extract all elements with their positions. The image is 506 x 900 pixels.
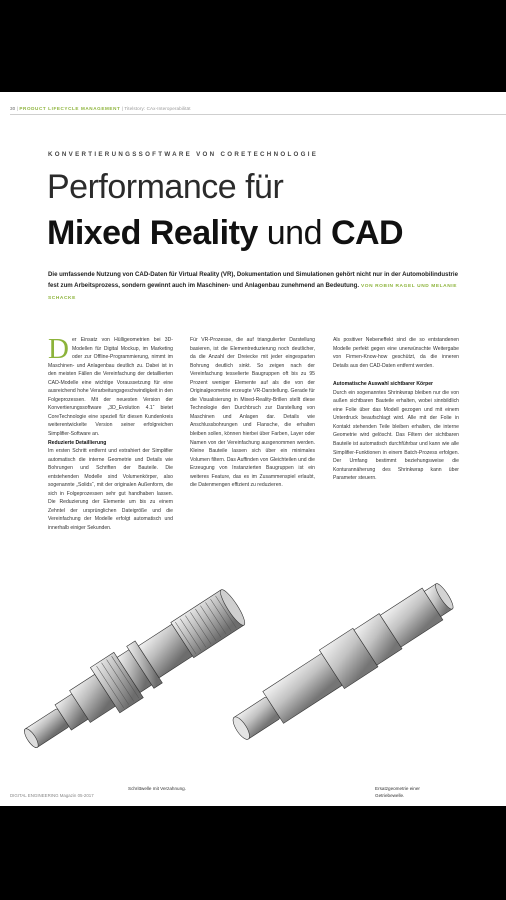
text-column-3	[333, 336, 459, 483]
body-paragraph: Durch ein sogenanntes Shrinkwrap bleiben nur die von außen sichtbaren Bauteile erhalten, wobei sinnbildlich eine Folie über das Modell gezogen und mit einem Unterdruck beaufschlagt wird. Alle mit der Folie in Kontakt stehenden Teile bleiben erhalten, die interne Geometrie wird gelöscht. Das Filtern der sichtbaren Bauteile ist automatisch durchführbar und kann wie alle Simplifier-Funktionen in einem Batch-Prozess erfolgen. Der Umfang bestimmt beziehungsweise die Konturannäherung des Shrinkwrap kann über Parameter steuern.	[333, 389, 459, 482]
top-black-bar	[0, 0, 506, 92]
text-column-2	[190, 336, 315, 490]
subheading: Automatische Auswahl sichtbarer Körper	[333, 381, 434, 388]
headline-bold-part: Mixed Reality	[47, 214, 258, 252]
headline-line-1: Performance für	[47, 168, 284, 206]
page-footer: DIGITAL ENGINEERING Magazin 05-2017	[10, 793, 94, 798]
headline-line-2	[47, 216, 403, 250]
simplified-shaft-illustration	[220, 562, 470, 762]
author-byline: VON ROBIN RAGEL UND MELANIE SCHACKE	[48, 284, 458, 302]
subheading: Reduzierte Detaillierung	[48, 439, 107, 446]
body-paragraph: Für VR-Prozesse, die auf triangulierter Darstellung basieren, ist die Elementreduzierung noch deutlicher, da die Anzahl der Dreiecke mit jeder eingesparten Bohrung deutlich sinkt. So zeigen nach der Vereinfachung tesselierte Baugruppen oft bis zu 95 Prozent weniger Elemente auf als die von der Originalgeometrie erzeugte VR-Darstellung. Gerade für die Visualisierung in Mixed-Reality-Brillen stellt diese Technologie den Durchbruch zur Darstellung von Maschinen und Anlagen dar. Details wie Anschlussbohrungen und Flansche, die erhalten bleiben sollen, können hierbei über Farben, Layer oder Namen von der Vereinfachung ausgenommen werden. Kleine Bauteile lassen sich über ein minimales Volumen filtern. Das Auffinden von Gleichteilen und die Erzeugung von Instanzierten Baugruppen ist ein weiteres Feature, das es im Zusammenspiel erlaubt, die Datenmengen effizient zu reduzieren.	[190, 337, 315, 489]
running-head: 30 | PRODUCT LIFECYCLE MANAGEMENT | Titelstory: CAx-Interoperabilität	[10, 106, 191, 111]
body-paragraph: er Einsatz von Hülligeometrien bei 3D-Modellen für Digital Mockup, im Marketing oder zur Offline-Programmierung, nimmt im Maschinen- und Anlagenbau deutlich zu. Dabei ist in den meisten Fällen die Vereinfachung der detaillierten CAD-Modelle eine wichtige Voraussetzung für eine ausreichend hohe Verarbeitungsgeschwindigkeit in den Folgeprozessen. Mit der neuesten Version der Konvertierungssoftware „3D_Evolution 4.1“ bietet CoreTechnologie eine speziell für diesen Kundenkreis weiterentwickelte Version seiner erfolgreichen Simplifier-Software an.	[48, 337, 173, 438]
figure-caption: Schrittwelle mit Verzahnung.	[128, 786, 186, 791]
topic-label: Titelstory: CAx-Interoperabilität	[124, 106, 191, 111]
magazine-page[interactable]	[0, 92, 506, 806]
kicker: KONVERTIERUNGSSOFTWARE VON CORETECHNOLOGIE	[48, 151, 319, 158]
header-rule	[10, 114, 506, 115]
bottom-black-bar	[0, 806, 506, 900]
lead-text: Die umfassende Nutzung von CAD-Daten für Virtual Reality (VR), Dokumentation und Simulationen gehört nicht nur in der Automobilindustrie fest zum Arbeitsprozess, sondern gewinnt auch im Maschinen- und Anlagenbau zunehmend an Bedeutung.	[48, 271, 458, 290]
drop-cap: D	[48, 333, 69, 365]
headline-bold-part-2: CAD	[330, 214, 404, 252]
page-number: 30	[10, 106, 16, 111]
text-column-1	[48, 333, 173, 533]
section-label: PRODUCT LIFECYCLE MANAGEMENT	[19, 106, 121, 111]
lead-paragraph	[48, 269, 462, 305]
figure-caption: Ersatzgeometrie einer Getriebewelle.	[375, 786, 420, 798]
body-paragraph: Im ersten Schritt entfernt und extrahiert der Simplifier automatisch die interne Geometrie und Details wie Bohrungen und Schriften der Bauteile. Die entstehenden Modelle sind Volumenkörper, also sogenannte „Solids“, mit der originalen Außenform, die sich in Folgeprozessen sehr gut handhaben lassen. Die Reduzierung der Elemente um bis zu einem Zehntel der ursprünglichen Dateigröße und die Vereinfachung der Modelle erfolgt automatisch und innerhalb einiger Sekunden.	[48, 448, 173, 532]
headline-light-part: und	[257, 214, 331, 252]
body-paragraph: Als positiver Nebeneffekt sind die so entstandenen Modelle perfekt gegen eine unerwünschte Weitergabe von Firmen-Know-how geschützt, da die inneren Details aus den CAD-Daten entfernt werden.	[333, 337, 459, 369]
